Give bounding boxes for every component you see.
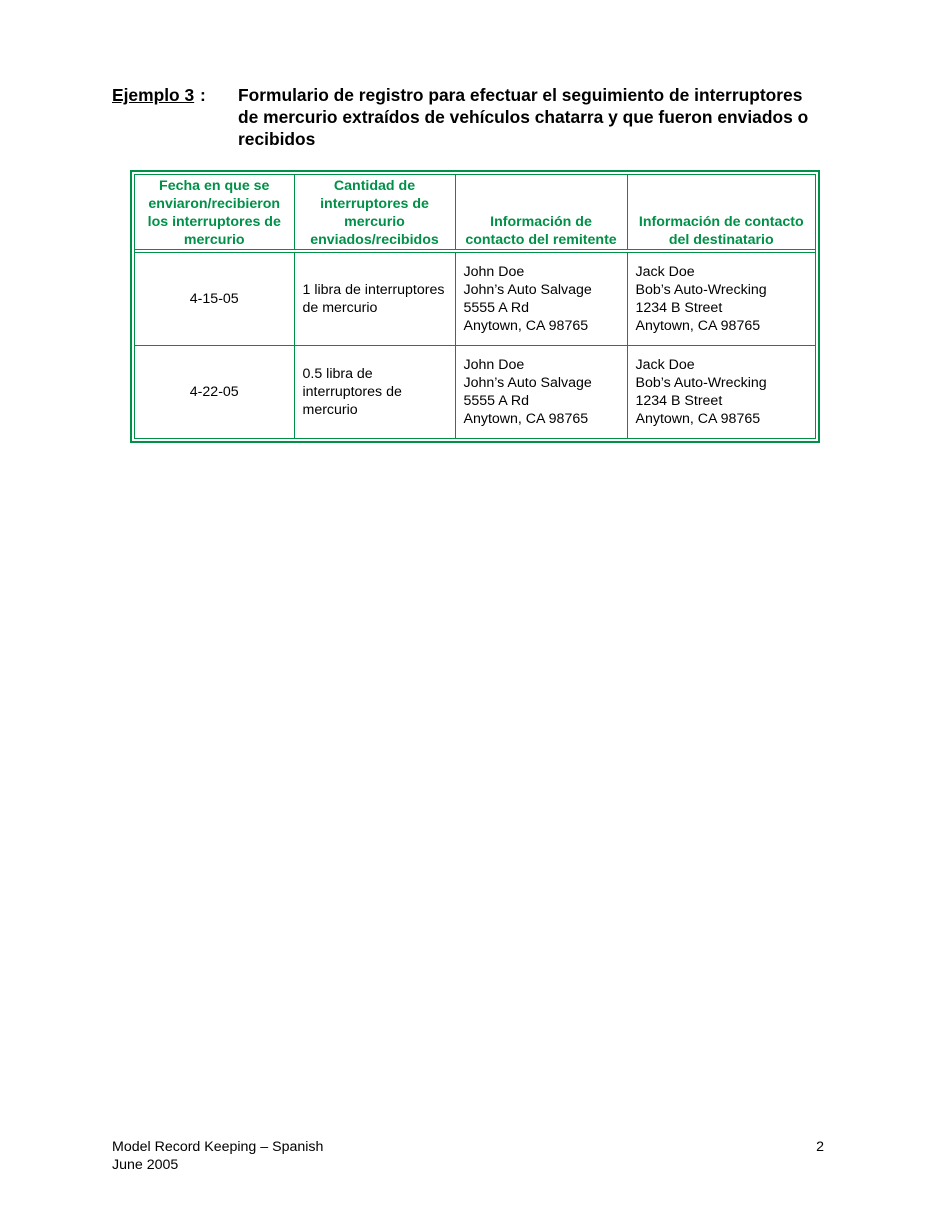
example-label-colon: :	[200, 85, 206, 105]
recipient-name: Jack Doe	[635, 264, 695, 281]
recipient-company: Bob’s Auto-Wrecking	[635, 282, 767, 299]
page-number: 2	[816, 1139, 824, 1155]
recipient-city: Anytown, CA 98765	[635, 318, 761, 335]
cell-sender	[455, 251, 627, 346]
sender-company: John’s Auto Salvage	[463, 282, 592, 299]
cell-recipient	[627, 346, 815, 438]
sender-street: 5555 A Rd	[463, 300, 529, 317]
header-date: Fecha en que se enviaron/recibieron los interruptores de mercurio	[135, 175, 294, 251]
page-footer	[112, 1138, 323, 1174]
footer-document-title: Model Record Keeping – Spanish	[112, 1139, 324, 1155]
cell-recipient	[627, 251, 815, 346]
recipient-street: 1234 B Street	[635, 393, 723, 410]
header-sender: Información de contacto del remitente	[455, 175, 627, 251]
mercury-switch-log-table	[130, 170, 820, 443]
recipient-company: Bob’s Auto-Wrecking	[635, 375, 767, 392]
record-table	[135, 175, 815, 438]
sender-company: John’s Auto Salvage	[463, 375, 592, 392]
footer-date: June 2005	[112, 1157, 179, 1173]
table-row	[135, 251, 815, 346]
cell-date: 4-22-05	[135, 346, 294, 438]
sender-name: John Doe	[463, 357, 525, 374]
recipient-name: Jack Doe	[635, 357, 695, 374]
cell-quantity: 1 libra de interruptores de mercurio	[294, 251, 455, 346]
recipient-city: Anytown, CA 98765	[635, 411, 761, 428]
cell-sender	[455, 346, 627, 438]
example-title: Formulario de registro para efectuar el seguimiento de interruptores de mercurio extraídos de vehículos chatarra y que fueron enviados o recibidos	[238, 85, 809, 149]
table-inner-border	[134, 174, 816, 439]
sender-name: John Doe	[463, 264, 525, 281]
cell-quantity: 0.5 libra de interruptores de mercurio	[294, 346, 455, 438]
sender-city: Anytown, CA 98765	[463, 318, 589, 335]
header-quantity: Cantidad de interruptores de mercurio enviados/recibidos	[294, 175, 455, 251]
table-row	[135, 346, 815, 438]
recipient-street: 1234 B Street	[635, 300, 723, 317]
sender-city: Anytown, CA 98765	[463, 411, 589, 428]
example-label: Ejemplo 3	[112, 85, 195, 105]
sender-street: 5555 A Rd	[463, 393, 529, 410]
table-header-row	[135, 175, 815, 251]
cell-date: 4-15-05	[135, 251, 294, 346]
header-recipient: Información de contacto del destinatario	[627, 175, 815, 251]
